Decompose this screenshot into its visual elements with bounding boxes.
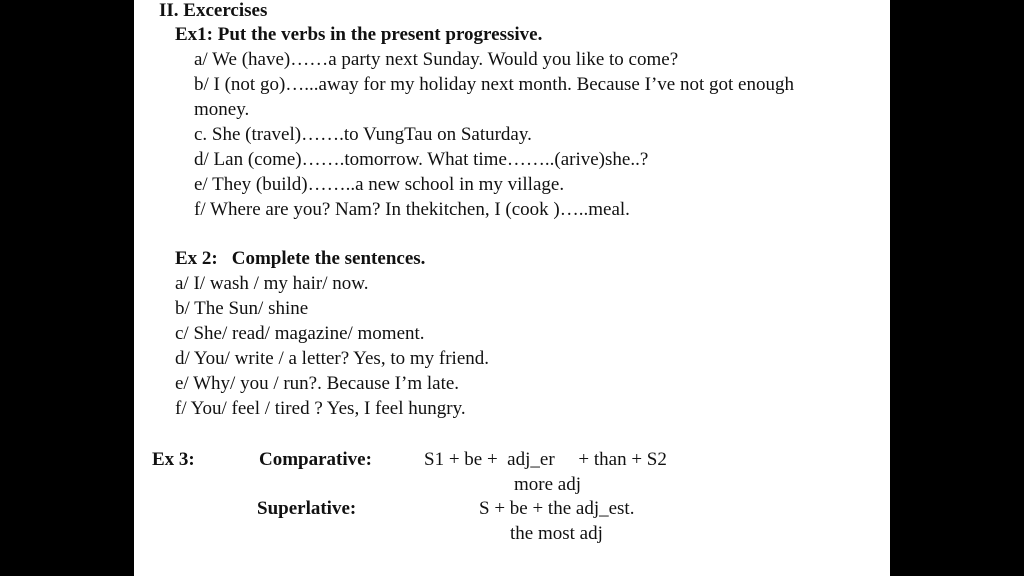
ex1-item-a: a/ We (have)……a party next Sunday. Would you like to come? [194, 49, 679, 70]
ex1-item-b: b/ I (not go)…...away for my holiday next month. Because I’ve not got enough [194, 74, 794, 95]
ex2-heading-text: Complete the sentences. [231, 248, 426, 269]
ex2-item-e: e/ Why/ you / run?. Because I’m late. [175, 373, 460, 394]
section-title: II. Excercises [159, 0, 268, 21]
ex1-item-f: f/ Where are you? Nam? In thekitchen, I (cook )…..meal. [194, 199, 630, 220]
ex2-item-c: c/ She/ read/ magazine/ moment. [175, 323, 425, 344]
ex2-item-f: f/ You/ feel / tired ? Yes, I feel hungry. [175, 398, 466, 419]
comparative-label: Comparative: [259, 449, 372, 470]
ex1-item-c: c. She (travel)…….to VungTau on Saturday. [194, 124, 532, 145]
ex1-item-b-continued: money. [194, 99, 250, 120]
superlative-formula: S + be + the adj_est. [479, 498, 635, 519]
ex2-heading-label: Ex 2: [175, 248, 218, 269]
superlative-alt: the most adj [510, 523, 603, 544]
comparative-formula: S1 + be + adj_er + than + S2 [424, 449, 667, 470]
document-page [134, 0, 890, 576]
comparative-alt: more adj [514, 474, 582, 495]
ex1-heading: Ex1: Put the verbs in the present progressive. [175, 24, 543, 45]
ex3-label: Ex 3: [152, 449, 195, 470]
superlative-label: Superlative: [257, 498, 357, 519]
ex2-item-b: b/ The Sun/ shine [175, 298, 309, 319]
ex1-item-d: d/ Lan (come)…….tomorrow. What time……..(arive)she..? [194, 149, 649, 170]
ex2-item-a: a/ I/ wash / my hair/ now. [175, 273, 369, 294]
ex1-item-e: e/ They (build)……..a new school in my village. [194, 174, 565, 195]
ex2-heading [175, 248, 425, 270]
ex2-item-d: d/ You/ write / a letter? Yes, to my friend. [175, 348, 490, 369]
